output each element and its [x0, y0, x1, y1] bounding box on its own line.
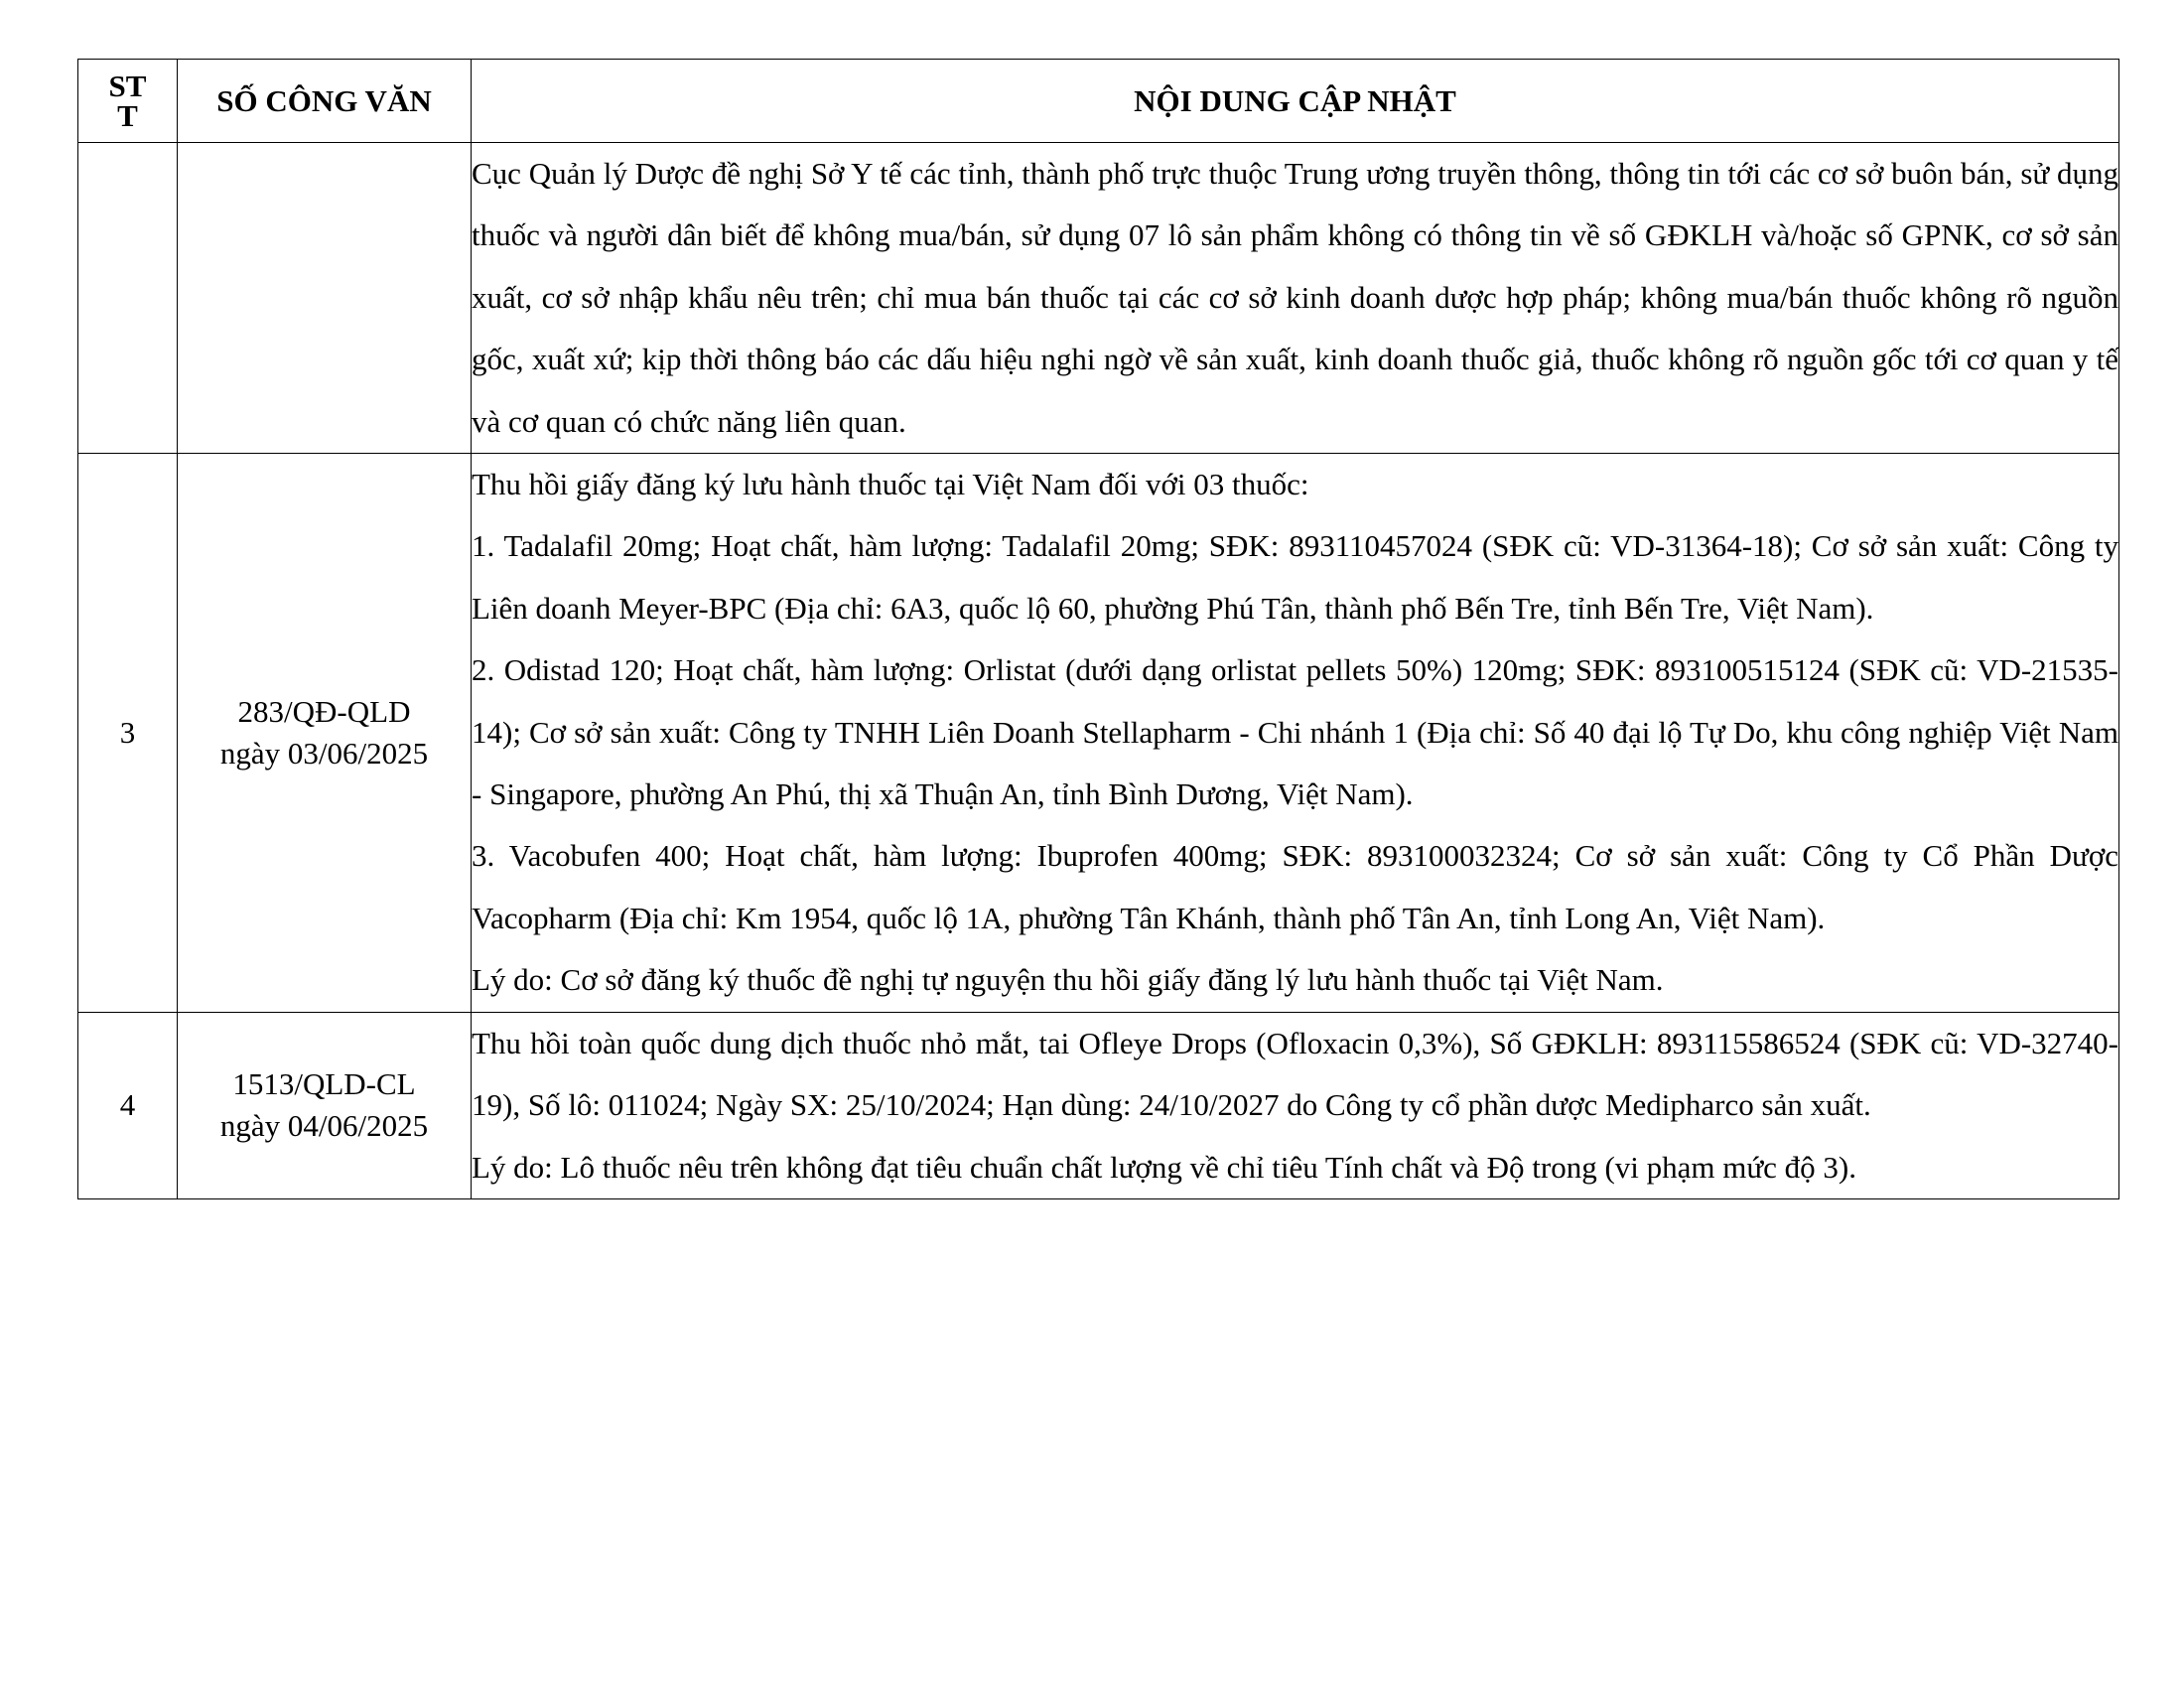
row-doc-number — [178, 1012, 472, 1198]
content-paragraph: Lý do: Lô thuốc nêu trên không đạt tiêu chuẩn chất lượng về chỉ tiêu Tính chất và Độ trong (vi phạm mức độ 3). — [472, 1149, 1856, 1185]
header-stt-line2: T — [117, 97, 138, 133]
table-row — [78, 454, 2119, 1013]
doc-date-line: ngày 03/06/2025 — [219, 735, 429, 771]
table-header-row — [78, 60, 2119, 143]
row-content — [472, 1012, 2119, 1198]
header-doc-number: SỐ CÔNG VĂN — [178, 60, 472, 143]
content-paragraph: Cục Quản lý Dược đề nghị Sở Y tế các tỉnh, thành phố trực thuộc Trung ương truyền thông, thông tin tới các cơ sở buôn bán, sử dụng thuốc và người dân biết để không mua/bán, sử dụng 07 lô sản phẩm không có thông tin về số GĐKLH và/hoặc số GPNK, cơ sở sản xuất, cơ sở nhập khẩu nêu trên; chỉ mua bán thuốc tại các cơ sở kinh doanh dược hợp pháp; không mua/bán thuốc không rõ nguồn gốc, xuất xứ; kịp thời thông báo các dấu hiệu nghi ngờ về sản xuất, kinh doanh thuốc giả, thuốc không rõ nguồn gốc tới cơ quan y tế và cơ quan có chức năng liên quan. — [472, 156, 2118, 439]
doc-number-line1: 1513/QLD-CL — [232, 1066, 416, 1102]
row-stt: 4 — [78, 1012, 178, 1198]
table-row — [78, 1012, 2119, 1198]
content-paragraph: Thu hồi giấy đăng ký lưu hành thuốc tại Việt Nam đối với 03 thuốc: — [472, 467, 1309, 502]
doc-number-line1: 283/QĐ-QLD — [237, 693, 411, 729]
content-paragraph: 2. Odistad 120; Hoạt chất, hàm lượng: Orlistat (dưới dạng orlistat pellets 50%) 120mg; SĐK: 893100515124 (SĐK cũ: VD-21535-14); Cơ sở sản xuất: Công ty TNHH Liên Doanh Stellapharm - Chi nhánh 1 (Địa chỉ: Số 40 đại lộ Tự Do, khu công nghiệp Việt Nam - Singapore, phường An Phú, thị xã Thuận An, tỉnh Bình Dương, Việt Nam). — [472, 652, 2118, 812]
table-row — [78, 143, 2119, 454]
row-doc-number — [178, 454, 472, 1013]
header-stt — [78, 60, 178, 143]
update-table — [77, 59, 2119, 1199]
content-paragraph: Thu hồi toàn quốc dung dịch thuốc nhỏ mắt, tai Ofleye Drops (Ofloxacin 0,3%), Số GĐKLH: 893115586524 (SĐK cũ: VD-32740-19), Số lô: 011024; Ngày SX: 25/10/2024; Hạn dùng: 24/10/2027 do Công ty cổ phần dược Medipharco sản xuất. — [472, 1025, 2118, 1123]
header-content: NỘI DUNG CẬP NHẬT — [472, 60, 2119, 143]
row-content — [472, 454, 2119, 1013]
content-paragraph: Lý do: Cơ sở đăng ký thuốc đề nghị tự nguyện thu hồi giấy đăng lý lưu hành thuốc tại Việt Nam. — [472, 962, 1664, 998]
row-stt — [78, 143, 178, 454]
row-stt: 3 — [78, 454, 178, 1013]
header-stt-line1: ST — [108, 68, 147, 103]
content-paragraph: 3. Vacobufen 400; Hoạt chất, hàm lượng: Ibuprofen 400mg; SĐK: 893100032324; Cơ sở sản xuất: Công ty Cổ Phần Dược Vacopharm (Địa chỉ: Km 1954, quốc lộ 1A, phường Tân Khánh, thành phố Tân An, tỉnh Long An, Việt Nam). — [472, 838, 2118, 935]
row-content — [472, 143, 2119, 454]
doc-date-line: ngày 04/06/2025 — [219, 1108, 429, 1144]
content-paragraph: 1. Tadalafil 20mg; Hoạt chất, hàm lượng: Tadalafil 20mg; SĐK: 893110457024 (SĐK cũ: VD-31364-18); Cơ sở sản xuất: Công ty Liên doanh Meyer-BPC (Địa chỉ: 6A3, quốc lộ 60, phường Phú Tân, thành phố Bến Tre, tỉnh Bến Tre, Việt Nam). — [472, 528, 2118, 626]
row-doc-number — [178, 143, 472, 454]
